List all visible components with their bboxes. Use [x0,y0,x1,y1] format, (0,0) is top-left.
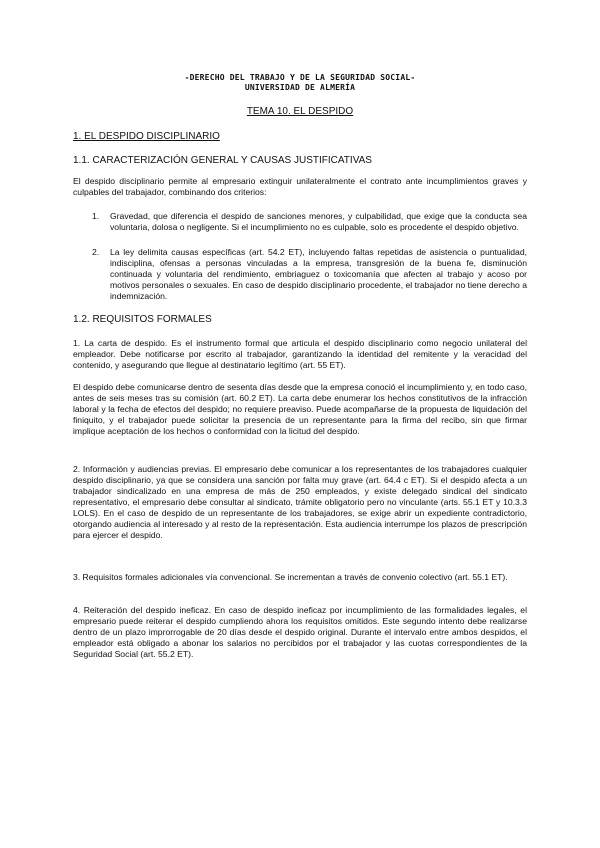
list-text: La ley delimita causas específicas (art. 54.2 ET), incluyendo faltas repetidas de asistencia o puntualidad, indisciplina, ofensas a personas vinculadas a la empresa, transgresión de la buena fe, disminución continuada y voluntaria del rendimiento, embriaguez o toxicomanía que afecten al trabajo y acoso por motivos personales o sexuales. En caso de despido disciplinario procedente, el trabajador no tiene derecho a indemnización. [110,247,527,301]
criteria-item-1 [92,211,527,233]
paragraph-reiteracion-despido: 4. Reiteración del despido ineficaz. En caso de despido ineficaz por incumplimiento de las formalidades legales, el empresario puede reiterar el despido cumpliendo ahora los requisitos omitidos. Este segundo intento debe realizarse dentro de un plazo improrrogable de 20 días desde el despido original. Durante el intervalo entre ambos despidos, el empleador está obligado a abonar los salarios no percibidos por el trabajador y las cuotas correspondientes de la Seguridad Social (art. 55.2 ET). [73,605,527,659]
criteria-item-2 [92,247,527,302]
section-heading-1-2: 1.2. REQUISITOS FORMALES [73,314,212,325]
paragraph-plazos: El despido debe comunicarse dentro de sesenta días desde que la empresa conoció el incumplimiento y, en todo caso, antes de seis meses tras su comisión (art. 60.2 ET). La carta debe enumerar los hechos constitutivos de la infracción laboral y la fecha de efectos del despido; no requiere preaviso. Puede acompañarse de la propuesta de liquidación del finiquito, y el trabajador puede solicitar la presencia de un representante para la firma del recibo, sin que firmar implique aceptación de los hechos o conformidad con la licitud del despido. [73,382,527,436]
paragraph-informacion-audiencias: 2. Información y audiencias previas. El empresario debe comunicar a los representantes de los trabajadores cualquier despido disciplinario, ya que se considera una sanción por falta muy grave (art. 64.4 c ET). Si el despido afecta a un trabajador sindicalizado en una empresa de más de 250 empleados, y existe delegado sindical del sindicato representativo, el empresario debe consultar al sindicato, trámite obligatorio pero no vinculante (arts. 55.1 ET y 10.3.3 LOLS). En el caso de despido de un representante de los trabajadores, se exige abrir un expediente contradictorio, otorgando audiencia al interesado y al resto de la representación. Esta audiencia interrumpe los plazos de prescripción para ejercer el despido. [73,464,527,540]
course-title: -DERECHO DEL TRABAJO Y DE LA SEGURIDAD SOCIAL- [184,73,416,82]
paragraph-carta-despido: 1. La carta de despido. Es el instrumento formal que articula el despido disciplinario como negocio unilateral del empleador. Debe notificarse por escrito al trabajador, garantizando la identidad del remitente y la veracidad del contenido, y asegurando que llegue al destinatario legítimo (art. 55 ET). [73,338,527,370]
intro-paragraph: El despido disciplinario permite al empresario extinguir unilateralmente el contrato ante incumplimientos graves y culpables del trabajador, combinando dos criterios: [73,176,527,197]
list-text: Gravedad, que diferencia el despido de sanciones menores, y culpabilidad, que exige que la conducta sea voluntaria, dolosa o negligente. Si el incumplimiento no es culpable, solo es procedente el despido objetivo. [110,211,527,232]
list-number: 1. [92,211,100,221]
university-name: UNIVERSIDAD DE ALMERÍA [244,83,356,92]
paragraph-requisitos-convencionales: 3. Requisitos formales adicionales vía convencional. Se incrementan a través de convenio colectivo (art. 55.1 ET). [73,572,508,582]
section-heading-1: 1. EL DESPIDO DISCIPLINARIO [73,131,220,142]
list-number: 2. [92,247,100,257]
page-title: TEMA 10. EL DESPIDO [246,106,354,117]
section-heading-1-1: 1.1. CARACTERIZACIÓN GENERAL Y CAUSAS JUSTIFICATIVAS [73,155,372,166]
